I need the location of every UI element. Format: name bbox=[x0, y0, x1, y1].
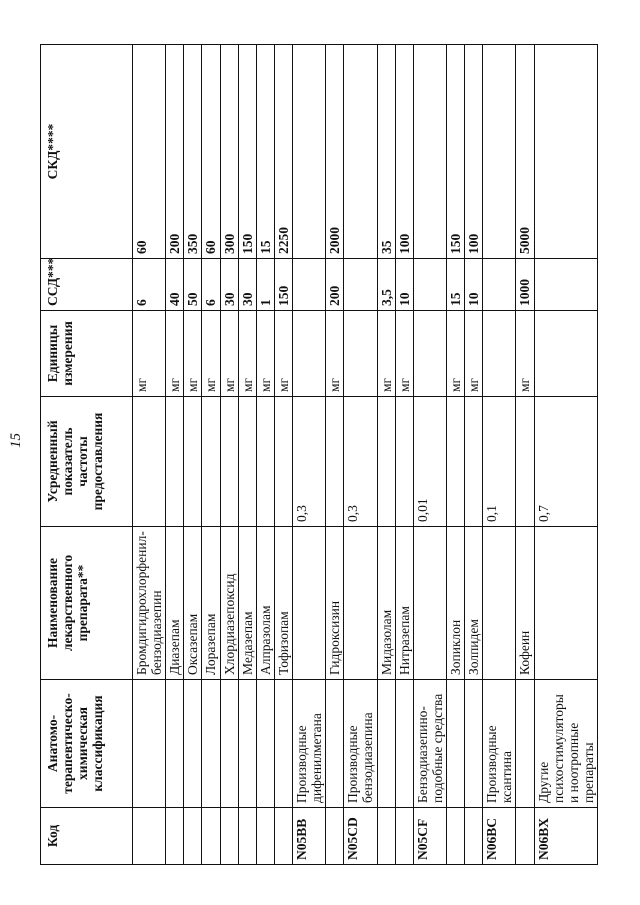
cell-skd: 2000 bbox=[326, 45, 344, 259]
cell-drug-name bbox=[483, 527, 516, 680]
cell-ssd: 3,5 bbox=[377, 259, 395, 311]
cell-units: мг bbox=[133, 311, 166, 397]
cell-code: N06BX bbox=[534, 808, 597, 865]
cell-skd: 150 bbox=[238, 45, 256, 259]
cell-units: мг bbox=[395, 311, 413, 397]
table-row bbox=[465, 45, 483, 865]
header-code: Код bbox=[41, 808, 133, 865]
cell-skd: 60 bbox=[202, 45, 220, 259]
cell-ssd bbox=[534, 259, 597, 311]
cell-frequency bbox=[326, 397, 344, 527]
cell-code bbox=[516, 808, 534, 865]
cell-code: N06BC bbox=[483, 808, 516, 865]
cell-skd: 100 bbox=[465, 45, 483, 259]
cell-skd: 60 bbox=[133, 45, 166, 259]
cell-classification bbox=[184, 680, 202, 808]
cell-code bbox=[465, 808, 483, 865]
cell-frequency bbox=[238, 397, 256, 527]
cell-frequency: 0,01 bbox=[413, 397, 446, 527]
cell-frequency bbox=[516, 397, 534, 527]
cell-drug-name: Тофизопам bbox=[274, 527, 292, 680]
cell-drug-name: Нитразепам bbox=[395, 527, 413, 680]
cell-skd: 15 bbox=[256, 45, 274, 259]
table-row bbox=[413, 45, 446, 865]
cell-units: мг bbox=[465, 311, 483, 397]
cell-ssd: 30 bbox=[220, 259, 238, 311]
table-row bbox=[238, 45, 256, 865]
cell-skd: 300 bbox=[220, 45, 238, 259]
table-row bbox=[534, 45, 597, 865]
cell-skd: 350 bbox=[184, 45, 202, 259]
cell-ssd: 200 bbox=[326, 259, 344, 311]
table-row bbox=[446, 45, 464, 865]
table-row bbox=[256, 45, 274, 865]
cell-ssd: 50 bbox=[184, 259, 202, 311]
cell-code bbox=[202, 808, 220, 865]
cell-frequency bbox=[166, 397, 184, 527]
cell-drug-name: Бромдигидрохлорфенил-бензодиазепин bbox=[133, 527, 166, 680]
cell-ssd bbox=[483, 259, 516, 311]
cell-drug-name: Хлордиазепоксид bbox=[220, 527, 238, 680]
cell-code bbox=[326, 808, 344, 865]
cell-units: мг bbox=[256, 311, 274, 397]
cell-classification bbox=[202, 680, 220, 808]
cell-skd bbox=[292, 45, 325, 259]
cell-classification bbox=[166, 680, 184, 808]
table-body bbox=[133, 45, 598, 865]
cell-frequency bbox=[395, 397, 413, 527]
cell-classification bbox=[465, 680, 483, 808]
cell-units: мг bbox=[446, 311, 464, 397]
table-row bbox=[516, 45, 534, 865]
cell-ssd: 15 bbox=[446, 259, 464, 311]
cell-classification bbox=[220, 680, 238, 808]
cell-classification bbox=[516, 680, 534, 808]
cell-code: N05BB bbox=[292, 808, 325, 865]
cell-units: мг bbox=[274, 311, 292, 397]
cell-drug-name: Диазепам bbox=[166, 527, 184, 680]
cell-classification: Производные бензодиазепина bbox=[344, 680, 377, 808]
cell-drug-name: Мидазолам bbox=[377, 527, 395, 680]
cell-drug-name: Лоразепам bbox=[202, 527, 220, 680]
cell-units: мг bbox=[516, 311, 534, 397]
cell-code bbox=[133, 808, 166, 865]
cell-ssd bbox=[344, 259, 377, 311]
table-row bbox=[133, 45, 166, 865]
table-row bbox=[377, 45, 395, 865]
cell-ssd bbox=[413, 259, 446, 311]
cell-classification bbox=[377, 680, 395, 808]
cell-ssd: 30 bbox=[238, 259, 256, 311]
cell-classification: Бензодиазепино-подобные средства bbox=[413, 680, 446, 808]
cell-drug-name: Алпразолам bbox=[256, 527, 274, 680]
cell-units: мг bbox=[238, 311, 256, 397]
cell-skd: 2250 bbox=[274, 45, 292, 259]
cell-frequency bbox=[202, 397, 220, 527]
cell-drug-name bbox=[292, 527, 325, 680]
cell-classification bbox=[274, 680, 292, 808]
cell-frequency bbox=[446, 397, 464, 527]
header-frequency: Усредненный показатель частоты предоставления bbox=[41, 397, 133, 527]
cell-code bbox=[446, 808, 464, 865]
cell-drug-name: Золпидем bbox=[465, 527, 483, 680]
cell-frequency bbox=[256, 397, 274, 527]
table-row bbox=[166, 45, 184, 865]
table-row bbox=[395, 45, 413, 865]
cell-code bbox=[220, 808, 238, 865]
cell-ssd: 10 bbox=[465, 259, 483, 311]
cell-ssd: 6 bbox=[133, 259, 166, 311]
table-row bbox=[326, 45, 344, 865]
cell-frequency: 0,7 bbox=[534, 397, 597, 527]
cell-skd: 150 bbox=[446, 45, 464, 259]
cell-frequency: 0,3 bbox=[344, 397, 377, 527]
drug-table bbox=[40, 44, 598, 865]
cell-units: мг bbox=[326, 311, 344, 397]
cell-ssd: 150 bbox=[274, 259, 292, 311]
cell-drug-name bbox=[344, 527, 377, 680]
cell-classification bbox=[446, 680, 464, 808]
cell-frequency bbox=[465, 397, 483, 527]
cell-units: мг bbox=[184, 311, 202, 397]
page-number: 15 bbox=[8, 433, 24, 448]
cell-drug-name: Медазепам bbox=[238, 527, 256, 680]
cell-drug-name: Гидроксизин bbox=[326, 527, 344, 680]
cell-skd bbox=[344, 45, 377, 259]
table-row bbox=[220, 45, 238, 865]
cell-code bbox=[377, 808, 395, 865]
cell-ssd: 1 bbox=[256, 259, 274, 311]
cell-skd: 5000 bbox=[516, 45, 534, 259]
cell-ssd: 40 bbox=[166, 259, 184, 311]
header-ssd: ССД*** bbox=[41, 259, 133, 311]
table-row bbox=[274, 45, 292, 865]
cell-units bbox=[413, 311, 446, 397]
cell-code bbox=[395, 808, 413, 865]
cell-classification bbox=[326, 680, 344, 808]
cell-code: N05CF bbox=[413, 808, 446, 865]
cell-code bbox=[238, 808, 256, 865]
header-units: Единицы измерения bbox=[41, 311, 133, 397]
header-classification: Анатомо-терапевтическо-химическая классификация bbox=[41, 680, 133, 808]
table-row bbox=[202, 45, 220, 865]
cell-skd: 35 bbox=[377, 45, 395, 259]
cell-classification: Производные ксантина bbox=[483, 680, 516, 808]
cell-code bbox=[184, 808, 202, 865]
cell-drug-name: Оксазепам bbox=[184, 527, 202, 680]
header-skd: СКД**** bbox=[41, 45, 133, 259]
cell-ssd: 10 bbox=[395, 259, 413, 311]
cell-ssd bbox=[292, 259, 325, 311]
table-row bbox=[483, 45, 516, 865]
cell-code bbox=[166, 808, 184, 865]
cell-frequency bbox=[133, 397, 166, 527]
cell-units bbox=[344, 311, 377, 397]
cell-frequency bbox=[220, 397, 238, 527]
cell-code bbox=[256, 808, 274, 865]
cell-drug-name bbox=[534, 527, 597, 680]
cell-code bbox=[274, 808, 292, 865]
cell-skd bbox=[413, 45, 446, 259]
cell-classification bbox=[256, 680, 274, 808]
cell-units: мг bbox=[202, 311, 220, 397]
cell-frequency: 0,3 bbox=[292, 397, 325, 527]
cell-frequency bbox=[377, 397, 395, 527]
table-row bbox=[292, 45, 325, 865]
cell-units bbox=[292, 311, 325, 397]
rotated-table-container bbox=[40, 45, 596, 865]
cell-classification: Другие психостимуляторы и ноотропные препараты bbox=[534, 680, 597, 808]
cell-skd bbox=[483, 45, 516, 259]
cell-skd bbox=[534, 45, 597, 259]
cell-classification bbox=[133, 680, 166, 808]
cell-ssd: 1000 bbox=[516, 259, 534, 311]
cell-code: N05CD bbox=[344, 808, 377, 865]
cell-units bbox=[483, 311, 516, 397]
cell-skd: 200 bbox=[166, 45, 184, 259]
header-drug-name: Наименование лекарственного препарата** bbox=[41, 527, 133, 680]
table-row bbox=[184, 45, 202, 865]
cell-classification bbox=[238, 680, 256, 808]
table-row bbox=[344, 45, 377, 865]
cell-drug-name: Кофеин bbox=[516, 527, 534, 680]
cell-units bbox=[534, 311, 597, 397]
cell-units: мг bbox=[220, 311, 238, 397]
cell-drug-name bbox=[413, 527, 446, 680]
cell-classification bbox=[395, 680, 413, 808]
cell-frequency: 0,1 bbox=[483, 397, 516, 527]
cell-units: мг bbox=[377, 311, 395, 397]
header-row bbox=[41, 45, 133, 865]
cell-frequency bbox=[184, 397, 202, 527]
cell-ssd: 6 bbox=[202, 259, 220, 311]
cell-units: мг bbox=[166, 311, 184, 397]
cell-skd: 100 bbox=[395, 45, 413, 259]
cell-frequency bbox=[274, 397, 292, 527]
cell-drug-name: Зопиклон bbox=[446, 527, 464, 680]
cell-classification: Производные дифенилметана bbox=[292, 680, 325, 808]
